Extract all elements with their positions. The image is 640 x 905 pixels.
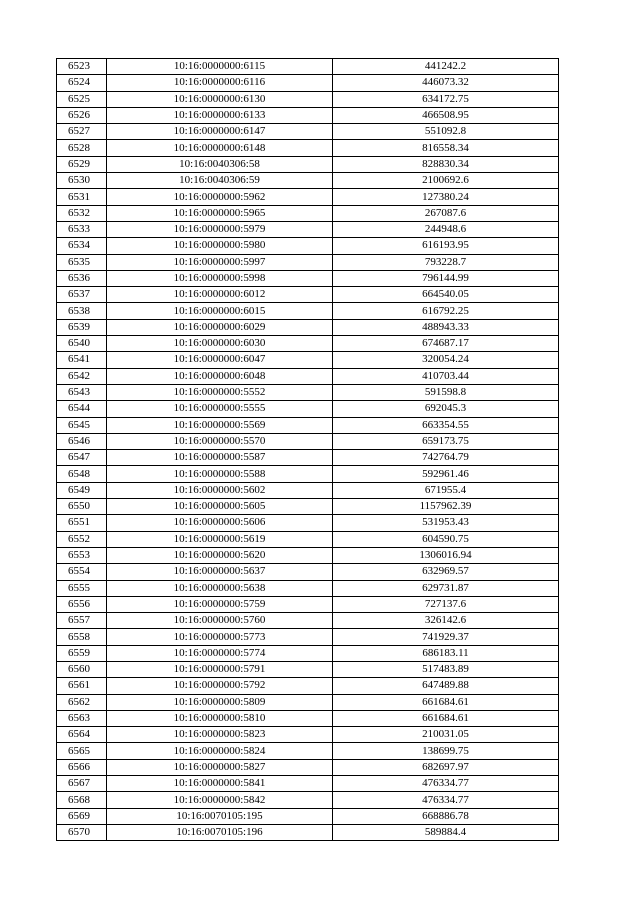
row-number-cell: 6562 bbox=[57, 694, 107, 710]
row-number-cell: 6529 bbox=[57, 156, 107, 172]
row-number-cell: 6567 bbox=[57, 776, 107, 792]
cadastral-number-cell: 10:16:0000000:5637 bbox=[107, 564, 333, 580]
table-row bbox=[57, 727, 559, 743]
value-cell: 659173.75 bbox=[333, 433, 559, 449]
row-number-cell: 6538 bbox=[57, 303, 107, 319]
cadastral-number-cell: 10:16:0000000:5823 bbox=[107, 727, 333, 743]
table-row bbox=[57, 645, 559, 661]
cadastral-number-cell: 10:16:0000000:6030 bbox=[107, 336, 333, 352]
row-number-cell: 6547 bbox=[57, 450, 107, 466]
table-body bbox=[57, 59, 559, 841]
row-number-cell: 6533 bbox=[57, 221, 107, 237]
cadastral-number-cell: 10:16:0000000:5824 bbox=[107, 743, 333, 759]
value-cell: 661684.61 bbox=[333, 710, 559, 726]
table-row bbox=[57, 140, 559, 156]
value-cell: 647489.88 bbox=[333, 678, 559, 694]
value-cell: 441242.2 bbox=[333, 59, 559, 75]
value-cell: 741929.37 bbox=[333, 629, 559, 645]
value-cell: 591598.8 bbox=[333, 384, 559, 400]
table-row bbox=[57, 189, 559, 205]
value-cell: 410703.44 bbox=[333, 368, 559, 384]
value-cell: 692045.3 bbox=[333, 401, 559, 417]
cadastral-number-cell: 10:16:0000000:5602 bbox=[107, 482, 333, 498]
cadastral-number-cell: 10:16:0000000:5980 bbox=[107, 238, 333, 254]
row-number-cell: 6526 bbox=[57, 107, 107, 123]
table-row bbox=[57, 319, 559, 335]
row-number-cell: 6555 bbox=[57, 580, 107, 596]
row-number-cell: 6534 bbox=[57, 238, 107, 254]
value-cell: 604590.75 bbox=[333, 531, 559, 547]
value-cell: 488943.33 bbox=[333, 319, 559, 335]
row-number-cell: 6558 bbox=[57, 629, 107, 645]
row-number-cell: 6524 bbox=[57, 75, 107, 91]
value-cell: 828830.34 bbox=[333, 156, 559, 172]
row-number-cell: 6548 bbox=[57, 466, 107, 482]
table-row bbox=[57, 270, 559, 286]
cadastral-number-cell: 10:16:0000000:5588 bbox=[107, 466, 333, 482]
cadastral-number-cell: 10:16:0000000:6048 bbox=[107, 368, 333, 384]
value-cell: 138699.75 bbox=[333, 743, 559, 759]
table-row bbox=[57, 808, 559, 824]
cadastral-number-cell: 10:16:0000000:6116 bbox=[107, 75, 333, 91]
value-cell: 629731.87 bbox=[333, 580, 559, 596]
cadastral-number-cell: 10:16:0000000:6047 bbox=[107, 352, 333, 368]
value-cell: 686183.11 bbox=[333, 645, 559, 661]
row-number-cell: 6551 bbox=[57, 515, 107, 531]
row-number-cell: 6553 bbox=[57, 547, 107, 563]
cadastral-number-cell: 10:16:0000000:5827 bbox=[107, 759, 333, 775]
value-cell: 1157962.39 bbox=[333, 499, 559, 515]
value-cell: 267087.6 bbox=[333, 205, 559, 221]
table-row bbox=[57, 75, 559, 91]
data-table bbox=[56, 58, 559, 841]
cadastral-number-cell: 10:16:0000000:5620 bbox=[107, 547, 333, 563]
value-cell: 476334.77 bbox=[333, 792, 559, 808]
value-cell: 517483.89 bbox=[333, 661, 559, 677]
row-number-cell: 6565 bbox=[57, 743, 107, 759]
table-row bbox=[57, 254, 559, 270]
cadastral-number-cell: 10:16:0000000:6147 bbox=[107, 124, 333, 140]
cadastral-number-cell: 10:16:0070105:196 bbox=[107, 824, 333, 840]
table-row bbox=[57, 107, 559, 123]
row-number-cell: 6525 bbox=[57, 91, 107, 107]
cadastral-number-cell: 10:16:0000000:5587 bbox=[107, 450, 333, 466]
value-cell: 616193.95 bbox=[333, 238, 559, 254]
table-row bbox=[57, 580, 559, 596]
cadastral-number-cell: 10:16:0000000:6148 bbox=[107, 140, 333, 156]
row-number-cell: 6569 bbox=[57, 808, 107, 824]
cadastral-number-cell: 10:16:0000000:5997 bbox=[107, 254, 333, 270]
value-cell: 446073.32 bbox=[333, 75, 559, 91]
row-number-cell: 6540 bbox=[57, 336, 107, 352]
cadastral-number-cell: 10:16:0000000:6133 bbox=[107, 107, 333, 123]
table-row bbox=[57, 776, 559, 792]
table-row bbox=[57, 515, 559, 531]
cadastral-number-cell: 10:16:0000000:5842 bbox=[107, 792, 333, 808]
table-row bbox=[57, 629, 559, 645]
table-row bbox=[57, 547, 559, 563]
value-cell: 326142.6 bbox=[333, 613, 559, 629]
row-number-cell: 6542 bbox=[57, 368, 107, 384]
table-row bbox=[57, 450, 559, 466]
value-cell: 682697.97 bbox=[333, 759, 559, 775]
table-row bbox=[57, 417, 559, 433]
row-number-cell: 6564 bbox=[57, 727, 107, 743]
row-number-cell: 6563 bbox=[57, 710, 107, 726]
value-cell: 674687.17 bbox=[333, 336, 559, 352]
table-row bbox=[57, 303, 559, 319]
row-number-cell: 6556 bbox=[57, 596, 107, 612]
table-row bbox=[57, 824, 559, 840]
value-cell: 127380.24 bbox=[333, 189, 559, 205]
value-cell: 466508.95 bbox=[333, 107, 559, 123]
row-number-cell: 6530 bbox=[57, 173, 107, 189]
table-row bbox=[57, 678, 559, 694]
value-cell: 671955.4 bbox=[333, 482, 559, 498]
cadastral-number-cell: 10:16:0000000:6130 bbox=[107, 91, 333, 107]
cadastral-number-cell: 10:16:0000000:6115 bbox=[107, 59, 333, 75]
table-row bbox=[57, 564, 559, 580]
cadastral-number-cell: 10:16:0000000:6012 bbox=[107, 287, 333, 303]
cadastral-number-cell: 10:16:0000000:6015 bbox=[107, 303, 333, 319]
cadastral-number-cell: 10:16:0000000:5606 bbox=[107, 515, 333, 531]
value-cell: 244948.6 bbox=[333, 221, 559, 237]
cadastral-number-cell: 10:16:0000000:5979 bbox=[107, 221, 333, 237]
row-number-cell: 6550 bbox=[57, 499, 107, 515]
row-number-cell: 6523 bbox=[57, 59, 107, 75]
row-number-cell: 6545 bbox=[57, 417, 107, 433]
value-cell: 616792.25 bbox=[333, 303, 559, 319]
table-row bbox=[57, 205, 559, 221]
cadastral-number-cell: 10:16:0000000:5998 bbox=[107, 270, 333, 286]
value-cell: 531953.43 bbox=[333, 515, 559, 531]
cadastral-number-cell: 10:16:0000000:5638 bbox=[107, 580, 333, 596]
table-row bbox=[57, 694, 559, 710]
value-cell: 589884.4 bbox=[333, 824, 559, 840]
cadastral-number-cell: 10:16:0000000:5965 bbox=[107, 205, 333, 221]
table-row bbox=[57, 59, 559, 75]
cadastral-number-cell: 10:16:0000000:5810 bbox=[107, 710, 333, 726]
row-number-cell: 6561 bbox=[57, 678, 107, 694]
cadastral-number-cell: 10:16:0000000:5555 bbox=[107, 401, 333, 417]
row-number-cell: 6560 bbox=[57, 661, 107, 677]
cadastral-number-cell: 10:16:0000000:5773 bbox=[107, 629, 333, 645]
cadastral-number-cell: 10:16:0000000:5809 bbox=[107, 694, 333, 710]
cadastral-number-cell: 10:16:0000000:5570 bbox=[107, 433, 333, 449]
cadastral-number-cell: 10:16:0000000:5605 bbox=[107, 499, 333, 515]
value-cell: 632969.57 bbox=[333, 564, 559, 580]
row-number-cell: 6537 bbox=[57, 287, 107, 303]
cadastral-number-cell: 10:16:0000000:5791 bbox=[107, 661, 333, 677]
row-number-cell: 6544 bbox=[57, 401, 107, 417]
row-number-cell: 6554 bbox=[57, 564, 107, 580]
row-number-cell: 6568 bbox=[57, 792, 107, 808]
cadastral-number-cell: 10:16:0000000:5774 bbox=[107, 645, 333, 661]
row-number-cell: 6531 bbox=[57, 189, 107, 205]
row-number-cell: 6566 bbox=[57, 759, 107, 775]
row-number-cell: 6559 bbox=[57, 645, 107, 661]
cadastral-number-cell: 10:16:0000000:5792 bbox=[107, 678, 333, 694]
cadastral-number-cell: 10:16:0000000:6029 bbox=[107, 319, 333, 335]
row-number-cell: 6536 bbox=[57, 270, 107, 286]
cadastral-number-cell: 10:16:0000000:5552 bbox=[107, 384, 333, 400]
value-cell: 634172.75 bbox=[333, 91, 559, 107]
cadastral-number-cell: 10:16:0040306:58 bbox=[107, 156, 333, 172]
row-number-cell: 6535 bbox=[57, 254, 107, 270]
row-number-cell: 6543 bbox=[57, 384, 107, 400]
row-number-cell: 6528 bbox=[57, 140, 107, 156]
table-row bbox=[57, 661, 559, 677]
table-row bbox=[57, 91, 559, 107]
row-number-cell: 6532 bbox=[57, 205, 107, 221]
cadastral-number-cell: 10:16:0070105:195 bbox=[107, 808, 333, 824]
row-number-cell: 6549 bbox=[57, 482, 107, 498]
cadastral-number-cell: 10:16:0040306:59 bbox=[107, 173, 333, 189]
table-row bbox=[57, 433, 559, 449]
row-number-cell: 6546 bbox=[57, 433, 107, 449]
value-cell: 793228.7 bbox=[333, 254, 559, 270]
cadastral-number-cell: 10:16:0000000:5841 bbox=[107, 776, 333, 792]
value-cell: 476334.77 bbox=[333, 776, 559, 792]
value-cell: 796144.99 bbox=[333, 270, 559, 286]
table-row bbox=[57, 384, 559, 400]
value-cell: 742764.79 bbox=[333, 450, 559, 466]
value-cell: 2100692.6 bbox=[333, 173, 559, 189]
table-row bbox=[57, 173, 559, 189]
table-row bbox=[57, 482, 559, 498]
table-row bbox=[57, 336, 559, 352]
table-row bbox=[57, 368, 559, 384]
row-number-cell: 6539 bbox=[57, 319, 107, 335]
value-cell: 320054.24 bbox=[333, 352, 559, 368]
table-row bbox=[57, 238, 559, 254]
row-number-cell: 6541 bbox=[57, 352, 107, 368]
value-cell: 592961.46 bbox=[333, 466, 559, 482]
value-cell: 668886.78 bbox=[333, 808, 559, 824]
table-row bbox=[57, 401, 559, 417]
cadastral-number-cell: 10:16:0000000:5962 bbox=[107, 189, 333, 205]
table-row bbox=[57, 499, 559, 515]
table-row bbox=[57, 531, 559, 547]
table-row bbox=[57, 221, 559, 237]
value-cell: 1306016.94 bbox=[333, 547, 559, 563]
row-number-cell: 6557 bbox=[57, 613, 107, 629]
value-cell: 661684.61 bbox=[333, 694, 559, 710]
table-row bbox=[57, 466, 559, 482]
value-cell: 551092.8 bbox=[333, 124, 559, 140]
table-row bbox=[57, 710, 559, 726]
table-row bbox=[57, 792, 559, 808]
value-cell: 664540.05 bbox=[333, 287, 559, 303]
cadastral-number-cell: 10:16:0000000:5619 bbox=[107, 531, 333, 547]
value-cell: 727137.6 bbox=[333, 596, 559, 612]
table-row bbox=[57, 613, 559, 629]
cadastral-number-cell: 10:16:0000000:5760 bbox=[107, 613, 333, 629]
row-number-cell: 6570 bbox=[57, 824, 107, 840]
table-row bbox=[57, 743, 559, 759]
value-cell: 663354.55 bbox=[333, 417, 559, 433]
cadastral-number-cell: 10:16:0000000:5759 bbox=[107, 596, 333, 612]
value-cell: 210031.05 bbox=[333, 727, 559, 743]
table-row bbox=[57, 759, 559, 775]
table-row bbox=[57, 124, 559, 140]
table-row bbox=[57, 596, 559, 612]
table-row bbox=[57, 287, 559, 303]
table-row bbox=[57, 352, 559, 368]
table-row bbox=[57, 156, 559, 172]
row-number-cell: 6527 bbox=[57, 124, 107, 140]
row-number-cell: 6552 bbox=[57, 531, 107, 547]
cadastral-number-cell: 10:16:0000000:5569 bbox=[107, 417, 333, 433]
value-cell: 816558.34 bbox=[333, 140, 559, 156]
